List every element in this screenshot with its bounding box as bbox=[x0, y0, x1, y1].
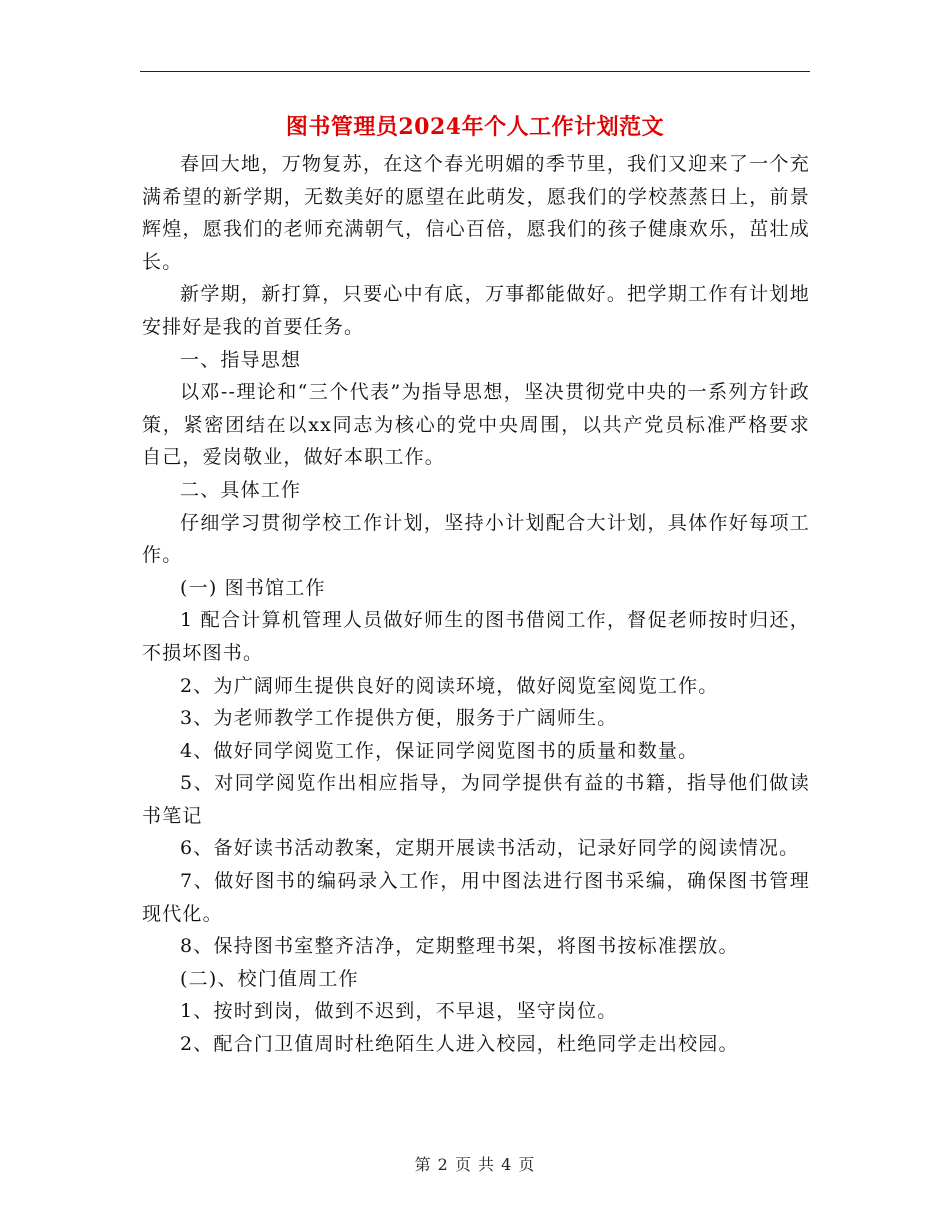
subsection-heading-library: (一) 图书馆工作 bbox=[180, 576, 326, 599]
paragraph-guiding-ideology: 以邓--理论和“三个代表”为指导思想，坚决贯彻党中央的一系列方针政策，紧密团结在以xx同志为核心的党中央周围，以共产党员标准严格要求自己，爱岗敬业，做好本职工作。 bbox=[142, 381, 810, 469]
section-heading-specific-work: 二、具体工作 bbox=[180, 478, 302, 501]
subsection-heading-gate-duty: (二)、校门值周工作 bbox=[180, 967, 359, 990]
document-title: 图书管理员2024年个人工作计划范文 bbox=[285, 114, 665, 140]
list-item: 2、为广阔师生提供良好的阅读环境，做好阅览室阅览工作。 bbox=[180, 674, 719, 697]
list-item: 5、对同学阅览作出相应指导，为同学提供有益的书籍，指导他们做读书笔记 bbox=[142, 772, 810, 827]
list-item: 1 配合计算机管理人员做好师生的图书借阅工作，督促老师按时归还，不损坏图书。 bbox=[142, 609, 810, 664]
list-item: 4、做好同学阅览工作，保证同学阅览图书的质量和数量。 bbox=[180, 739, 699, 762]
list-item: 2、配合门卫值周时杜绝陌生人进入校园，杜绝同学走出校园。 bbox=[180, 1033, 739, 1056]
document-body bbox=[142, 148, 810, 1061]
list-item: 3、为老师教学工作提供方便，服务于广阔师生。 bbox=[180, 707, 618, 730]
list-item: 7、做好图书的编码录入工作，用中图法进行图书采编，确保图书管理现代化。 bbox=[142, 870, 810, 925]
list-item: 1、按时到岗，做到不迟到，不早退，坚守岗位。 bbox=[180, 1000, 618, 1023]
paragraph-specific-work: 仔细学习贯彻学校工作计划，坚持小计划配合大计划，具体作好每项工作。 bbox=[142, 511, 810, 567]
page-number-footer: 第 2 页 共 4 页 bbox=[414, 1155, 536, 1174]
header-rule bbox=[140, 71, 810, 72]
section-heading-guiding-ideology: 一、指导思想 bbox=[180, 348, 302, 371]
list-item: 6、备好读书活动教案，定期开展读书活动，记录好同学的阅读情况。 bbox=[180, 837, 800, 860]
paragraph-intro: 春回大地，万物复苏，在这个春光明媚的季节里，我们又迎来了一个充满希望的新学期，无数美好的愿望在此萌发，愿我们的学校蒸蒸日上，前景辉煌，愿我们的老师充满朝气，信心百倍，愿我们的孩子健康欢乐，茁壮成长。 bbox=[142, 153, 810, 273]
list-item: 8、保持图书室整齐洁净，定期整理书架，将图书按标准摆放。 bbox=[180, 935, 739, 958]
paragraph-new-term: 新学期，新打算，只要心中有底，万事都能做好。把学期工作有计划地安排好是我的首要任务。 bbox=[142, 283, 810, 338]
